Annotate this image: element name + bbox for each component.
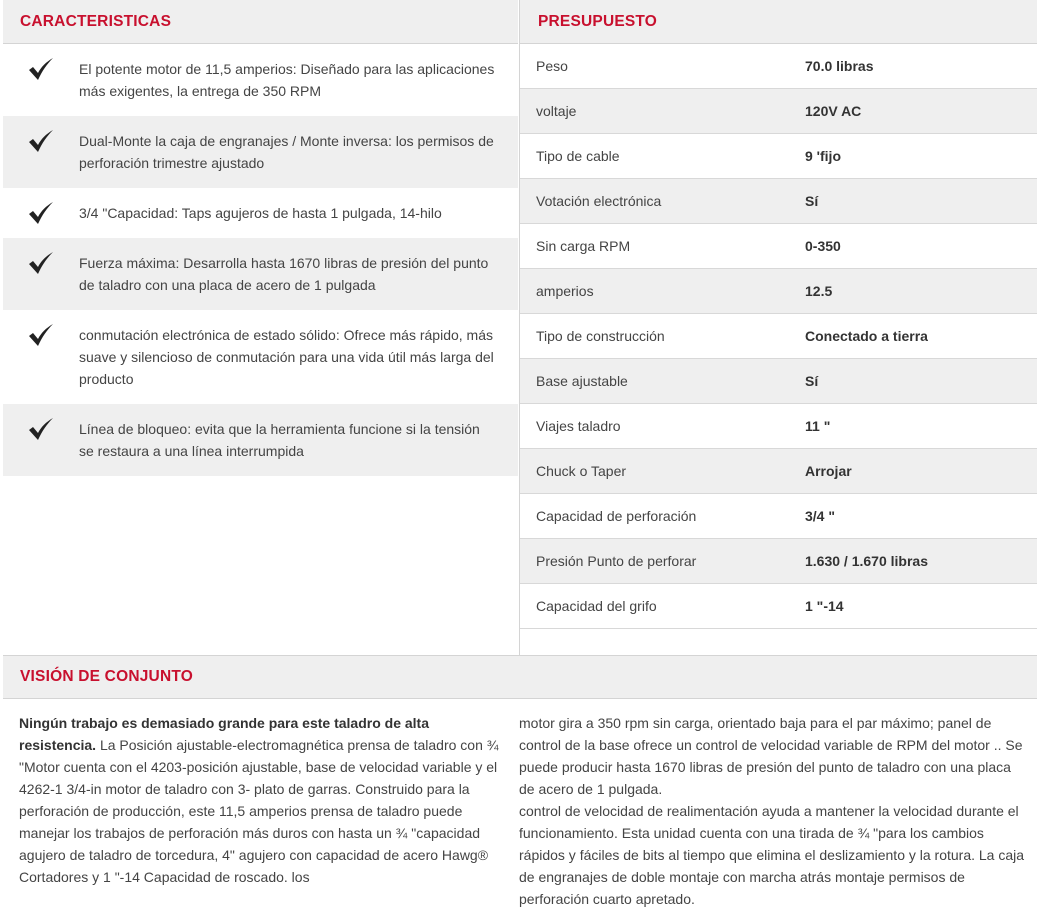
spec-label: Tipo de cable [536, 148, 620, 164]
feature-text: El potente motor de 11,5 amperios: Diseñado para las aplicaciones más exigentes, la entrega de 350 RPM [79, 61, 495, 99]
checkmark-icon [3, 252, 79, 274]
overview-left-column [3, 712, 519, 910]
checkmark-icon [3, 324, 79, 346]
budget-panel [519, 0, 1037, 655]
feature-text: 3/4 "Capacidad: Taps agujeros de hasta 1 pulgada, 14-hilo [79, 205, 442, 221]
checkmark-icon [3, 130, 79, 152]
spec-value: Conectado a tierra [805, 328, 928, 344]
spec-row [520, 44, 1037, 89]
spec-row [520, 269, 1037, 314]
spec-label: Presión Punto de perforar [536, 553, 697, 569]
spec-label: Votación electrónica [536, 193, 662, 209]
spec-value: 120V AC [805, 103, 862, 119]
spec-value: 1 "-14 [805, 598, 844, 614]
spec-table [520, 44, 1037, 629]
features-panel [3, 0, 518, 476]
spec-value: 1.630 / 1.670 libras [805, 553, 928, 569]
overview-header [3, 655, 1037, 699]
feature-item [3, 310, 518, 404]
checkmark-icon [3, 58, 79, 80]
spec-row [520, 404, 1037, 449]
spec-label: amperios [536, 283, 594, 299]
spec-row [520, 584, 1037, 629]
spec-label: Tipo de construcción [536, 328, 665, 344]
overview-paragraph: motor gira a 350 rpm sin carga, orientado baja para el par máximo; panel de control de la base ofrece un control de velocidad variable de RPM del motor .. Se puede producir hasta 1670 libras de presión del punto de taladro con una placa de acero de 1 pulgada. [519, 715, 1023, 797]
spec-label: Base ajustable [536, 373, 628, 389]
spec-row [520, 539, 1037, 584]
spec-row [520, 314, 1037, 359]
spec-row [520, 449, 1037, 494]
spec-row [520, 134, 1037, 179]
checkmark-icon [3, 418, 79, 440]
feature-text: Línea de bloqueo: evita que la herramienta funcione si la tensión se restaura a una línea interrumpida [79, 421, 480, 459]
overview-title: VISIÓN DE CONJUNTO [20, 668, 193, 685]
spec-label: voltaje [536, 103, 577, 119]
spec-value: 0-350 [805, 238, 841, 254]
checkmark-icon [3, 202, 79, 224]
feature-item [3, 188, 518, 238]
overview-right-column [519, 712, 1037, 910]
spec-label: Chuck o Taper [536, 463, 627, 479]
spec-label: Viajes taladro [536, 418, 621, 434]
spec-label: Sin carga RPM [536, 238, 631, 254]
feature-item [3, 238, 518, 310]
spec-value: Sí [805, 193, 819, 209]
spec-row [520, 179, 1037, 224]
spec-label: Capacidad de perforación [536, 508, 697, 524]
budget-header [520, 0, 1037, 44]
spec-row [520, 224, 1037, 269]
overview-paragraph: control de velocidad de realimentación ayuda a mantener la velocidad durante el funcionamiento. Esta unidad cuenta con una tirada de ¾ "para los cambios rápidos y fáciles de bits al tiempo que elimina el deslizamiento y la rotura. La caja de engranajes de doble montaje con marcha atrás montaje permisos de perforación cuarto apretado. [519, 803, 1025, 907]
budget-title: PRESUPUESTO [538, 12, 658, 30]
spec-value: 70.0 libras [805, 58, 874, 74]
feature-item [3, 44, 518, 116]
feature-text: conmutación electrónica de estado sólido: Ofrece más rápido, más suave y silencioso de conmutación para una vida útil más larga del producto [79, 327, 494, 387]
feature-text: Fuerza máxima: Desarrolla hasta 1670 libras de presión del punto de taladro con una placa de acero de 1 pulgada [79, 255, 489, 293]
spec-row [520, 89, 1037, 134]
spec-row [520, 494, 1037, 539]
feature-item [3, 116, 518, 188]
features-title: CARACTERISTICAS [20, 12, 172, 30]
overview-panel [3, 655, 1037, 910]
spec-value: Arrojar [805, 463, 852, 479]
spec-value: Sí [805, 373, 819, 389]
features-header [3, 0, 518, 44]
feature-text: Dual-Monte la caja de engranajes / Monte inversa: los permisos de perforación trimestre ajustado [79, 133, 494, 171]
overview-left-text: La Posición ajustable-electromagnética prensa de taladro con ¾ "Motor cuenta con el 4203-posición ajustable, base de velocidad variable y el 4262-1 3/4-in motor de taladro con 3- plato de garras. Construido para la perforación de producción, este 11,5 amperios prensa de taladro puede manejar los trabajos de perforación más duros con hasta un ¾ "capacidad agujero de taladro de torcedura, 4" agujero con capacidad de acero Hawg® Cortadores y 1 "-14 Capacidad de roscado. los [19, 737, 499, 885]
spec-value: 11 " [805, 418, 831, 434]
features-list [3, 44, 518, 476]
spec-row [520, 359, 1037, 404]
spec-label: Peso [536, 58, 568, 74]
overview-lead: Ningún trabajo es demasiado grande para este taladro de alta resistencia. [19, 715, 430, 753]
spec-value: 3/4 " [805, 508, 835, 524]
spec-value: 12.5 [805, 283, 833, 299]
spec-label: Capacidad del grifo [536, 598, 657, 614]
spec-value: 9 'fijo [805, 148, 841, 164]
overview-body [3, 699, 1037, 910]
feature-item [3, 404, 518, 476]
